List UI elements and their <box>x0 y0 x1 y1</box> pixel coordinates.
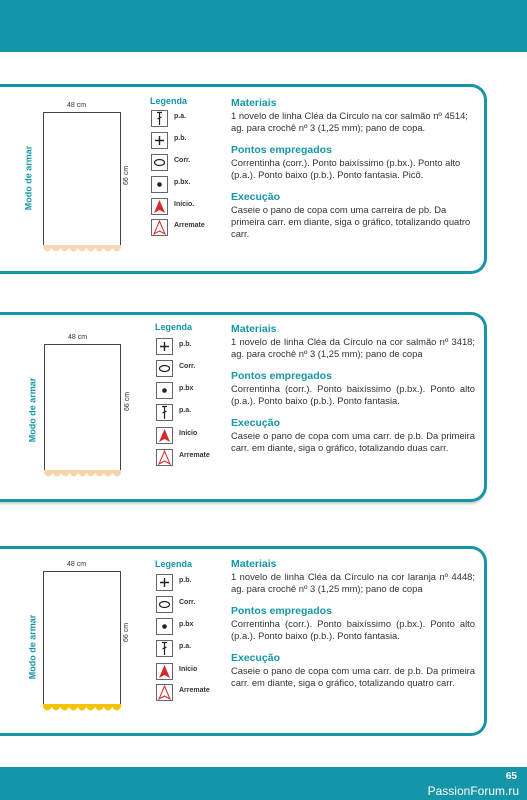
materials-text: 1 novelo de linha Cléa da Círculo na cor salmão nº 3418; ag. para crochê nº 3 (1,25 mm); pano de copa <box>231 336 475 359</box>
pattern-card-2 <box>0 312 487 502</box>
height-dimension: 66 cm <box>123 165 131 186</box>
execution-text: Caseie o pano de copa com uma carreira de pb. Da primeira carr. em diante, siga o gráfico, totalizando quatro carr. <box>231 204 471 239</box>
plus-icon <box>151 132 168 149</box>
legend-label: Corr. <box>179 599 196 606</box>
legend-label: Início <box>179 430 198 437</box>
execution-heading: Execução <box>231 652 281 664</box>
stitches-heading: Pontos empregados <box>231 370 332 382</box>
dot-icon <box>156 382 173 399</box>
legend-label: Início <box>179 666 198 673</box>
instructions <box>231 323 475 464</box>
legend-label: p.bx. <box>174 179 191 186</box>
stitches-text: Correntinha (corr.). Ponto baixíssimo (p.bx.). Ponto alto (p.a.). Ponto baixo (p.b.). Ponto fantasia. <box>231 618 475 641</box>
stitches-heading: Pontos empregados <box>231 605 332 617</box>
page-number: 65 <box>505 771 517 782</box>
tall-stitch-icon <box>156 640 173 657</box>
legend-label: p.b. <box>179 341 192 348</box>
legend-label: Corr. <box>174 157 191 164</box>
instructions <box>231 97 475 250</box>
legend-label: Arremate <box>174 222 205 229</box>
legend-label: Corr. <box>179 363 196 370</box>
finish-arrow-icon <box>156 449 173 466</box>
pattern-card-1 <box>0 84 487 274</box>
stitches-heading: Pontos empregados <box>231 144 332 156</box>
crochet-edge <box>43 704 121 713</box>
oval-icon <box>156 596 173 613</box>
tall-stitch-icon <box>151 110 168 127</box>
dishcloth-outline <box>44 344 121 472</box>
tall-stitch-icon <box>156 404 173 421</box>
assembly-label: Modo de armar <box>27 614 38 680</box>
legend-label: p.a. <box>179 407 192 414</box>
plus-icon <box>156 338 173 355</box>
legend-label: Arremate <box>179 687 210 694</box>
instructions <box>231 558 475 699</box>
oval-icon <box>156 360 173 377</box>
watermark-text: PassionForum.ru <box>427 784 519 798</box>
height-dimension: 66 cm <box>123 622 131 643</box>
width-dimension: 48 cm <box>67 561 87 568</box>
pattern-card-3 <box>0 546 487 736</box>
materials-heading: Materiais <box>231 323 277 335</box>
legend-label: Início. <box>174 201 195 208</box>
start-arrow-icon <box>151 198 168 215</box>
width-dimension: 48 cm <box>67 102 87 109</box>
legend-label: p.a. <box>174 113 187 120</box>
legend-label: p.bx <box>179 621 194 628</box>
legend-label: p.b. <box>174 135 187 142</box>
legend-title: Legenda <box>155 322 193 332</box>
execution-heading: Execução <box>231 417 281 429</box>
oval-icon <box>151 154 168 171</box>
stitches-text: Correntinha (corr.). Ponto baixíssimo (p.bx.). Ponto alto (p.a.). Ponto baixo (p.b.). Ponto fantasia. Picô. <box>231 157 461 180</box>
crochet-edge <box>43 245 121 254</box>
materials-heading: Materiais <box>231 97 277 109</box>
materials-text: 1 novelo de linha Cléa da Círculo na cor salmão nº 4514; ag. para crochê nº 3 (1,25 mm); pano de copa. <box>231 110 468 133</box>
start-arrow-icon <box>156 663 173 680</box>
execution-heading: Execução <box>231 191 281 203</box>
legend-label: p.b. <box>179 577 192 584</box>
dot-icon <box>156 618 173 635</box>
dishcloth-outline <box>43 571 121 706</box>
top-header-bar <box>0 0 527 52</box>
bottom-footer-bar <box>0 767 527 800</box>
dot-icon <box>151 176 168 193</box>
finish-arrow-icon <box>156 684 173 701</box>
dishcloth-outline <box>43 112 121 247</box>
legend-label: p.bx <box>179 385 194 392</box>
legend-label: p.a. <box>179 643 192 650</box>
execution-text: Caseie o pano de copa com uma carr. de p.b. Da primeira carr. em diante, siga o gráfico, totalizando duas carr. <box>231 430 475 453</box>
start-arrow-icon <box>156 427 173 444</box>
crochet-edge <box>44 470 121 479</box>
legend-title: Legenda <box>155 559 193 569</box>
materials-text: 1 novelo de linha Cléa da Círculo na cor laranja nº 4448; ag. para crochê nº 3 (1,25 mm); pano de copa <box>231 571 475 594</box>
legend-label: Arremate <box>179 452 210 459</box>
materials-heading: Materiais <box>231 558 277 570</box>
assembly-label: Modo de armar <box>27 377 38 443</box>
finish-arrow-icon <box>151 219 168 236</box>
legend-title: Legenda <box>150 96 188 106</box>
width-dimension: 48 cm <box>68 334 88 341</box>
stitches-text: Correntinha (corr.). Ponto baixíssimo (p.bx.). Ponto alto (p.a.). Ponto baixo (p.b.). Ponto fantasia. <box>231 383 475 406</box>
height-dimension: 66 cm <box>124 391 132 412</box>
execution-text: Caseie o pano de copa com uma carr. de p.b. Da primeira carr. em diante, siga o gráfico, totalizando quatro carr. <box>231 665 475 688</box>
assembly-label: Modo de armar <box>23 145 34 211</box>
plus-icon <box>156 574 173 591</box>
